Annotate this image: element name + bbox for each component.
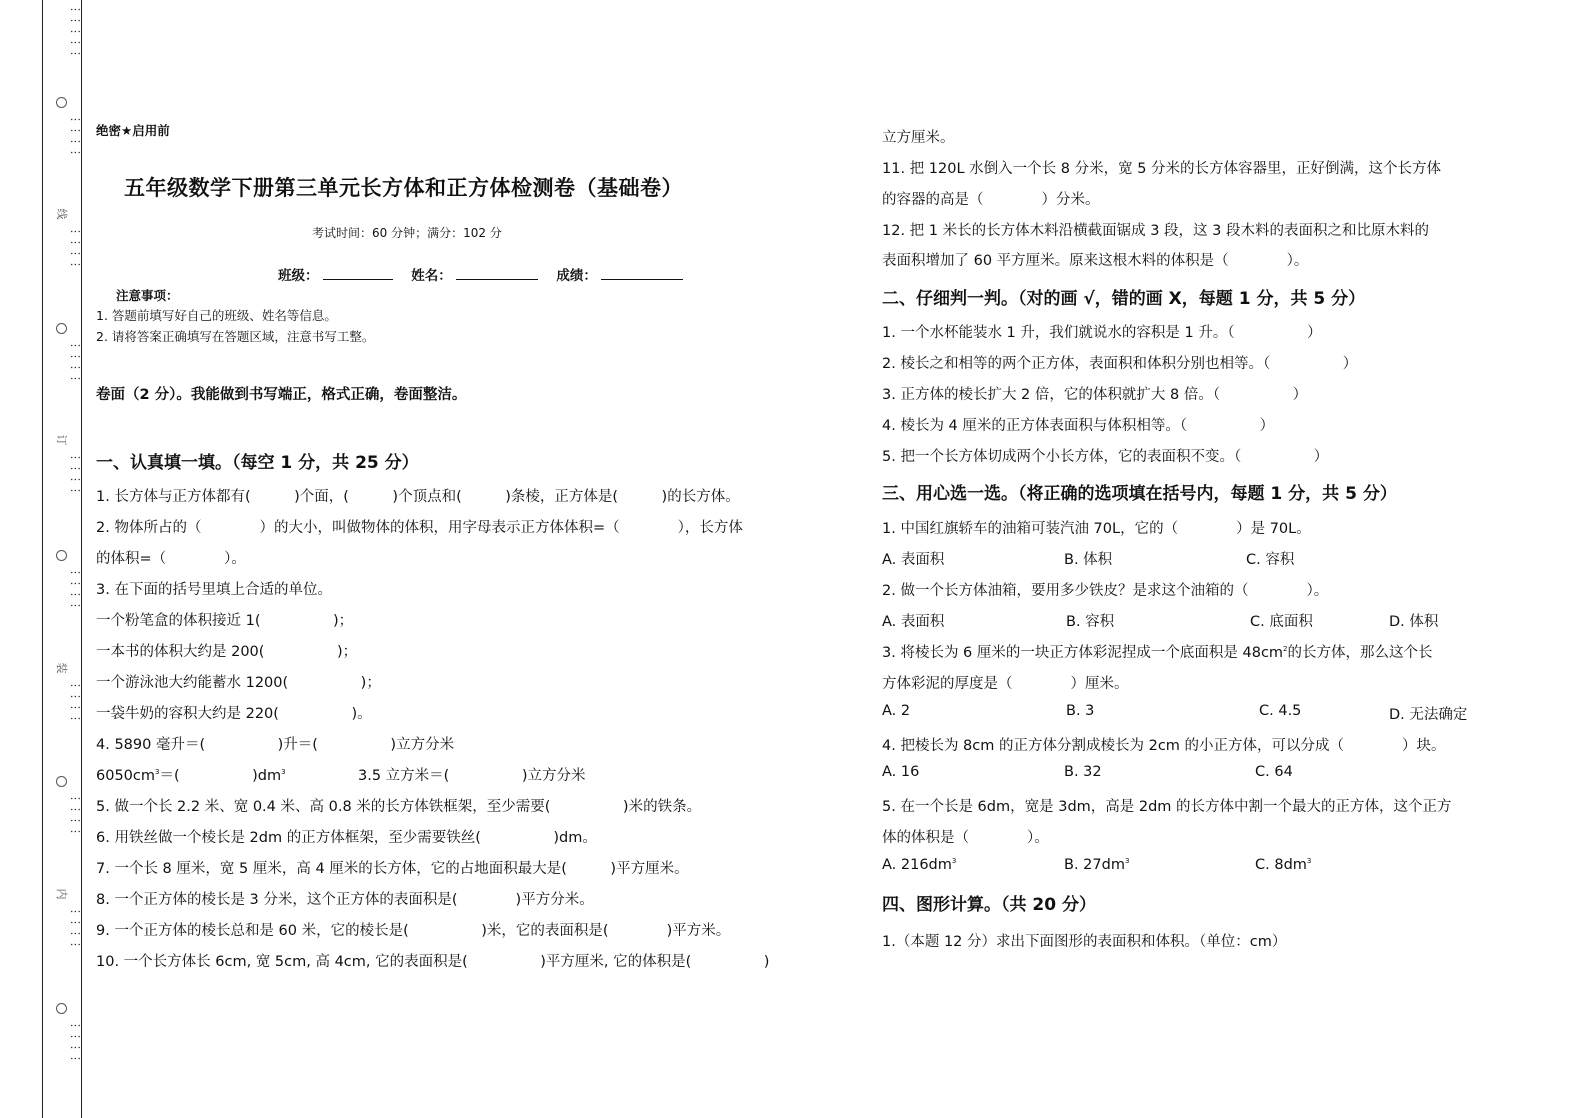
name-field[interactable] [456,265,538,280]
question-line-q4-part2: $6050cm^3=$( )$dm^3$ [96,768,286,784]
binding-dots: ⋮⋮⋮⋮ [69,340,82,384]
question-line: 12. 把 1 米长的长方体木料沿横截面锯成 3 段，这 3 段木料的表面积之和比原木料的 [882,223,1429,239]
binding-mark-ding: 订 [55,434,68,446]
choice-option: C. 容积 [1246,552,1295,568]
choice-option: B. $27dm^3$ [1064,857,1130,873]
binding-mark-xian: 线 [55,208,68,220]
binding-circle-icon [56,323,67,334]
section2-heading: 二、仔细判一判。（对的画 √，错的画 X，每题 1 分，共 5 分） [882,289,1366,309]
question-line: 1. 长方体与正方体都有( )个面，( )个顶点和( )条棱，正方体是( )的长方体。 [96,489,740,505]
choice-option: C. 64 [1255,764,1293,780]
question-line: 9. 一个正方体的棱长总和是 60 米，它的棱长是( )米，它的表面积是( )平方米。 [96,923,731,939]
binding-circle-icon [56,1003,67,1014]
question-line: 的体积=（ ）。 [96,551,246,567]
exam-meta: 考试时间：60 分钟；满分：102 分 [312,226,502,240]
student-info-fields [278,264,697,284]
note-item: 1. 答题前填写好自己的班级、姓名等信息。 [96,308,337,323]
score-field[interactable] [601,265,683,280]
question-line: 7. 一个长 8 厘米，宽 5 厘米，高 4 厘米的长方体，它的占地面积最大是( )平方厘米。 [96,861,689,877]
true-false-item: 1. 一个水杯能装水 1 升，我们就说水的容积是 1 升。（ ） [882,325,1322,341]
binding-dots: ⋮⋮⋮⋮ [69,114,82,158]
choice-question: 4. 把棱长为 8cm 的正方体分割成棱长为 2cm 的小正方体，可以分成（ ）块。 [882,738,1446,754]
binding-dots: ⋮⋮⋮⋮ [69,226,82,270]
score-label: 成绩： [556,268,597,284]
binding-dots: ⋮⋮⋮⋮ [69,680,82,724]
question-line: 11. 把 120L 水倒入一个长 8 分米，宽 5 分米的长方体容器里，正好倒满，这个长方体 [882,161,1442,177]
question-line: 8. 一个正方体的棱长是 3 分米，这个正方体的表面积是( )平方分米。 [96,892,594,908]
section3-heading: 三、用心选一选。（将正确的选项填在括号内，每题 1 分，共 5 分） [882,484,1397,504]
true-false-item: 4. 棱长为 4 厘米的正方体表面积与体积相等。（ ） [882,418,1275,434]
choice-question: 3. 将棱长为 6 厘米的一块正方体彩泥捏成一个底面积是 $48cm^2$的长方体，那么这个长 [882,645,1433,661]
choice-question-cont: 方体彩泥的厚度是（ ）厘米。 [882,676,1129,692]
choice-question: 2. 做一个长方体油箱，要用多少铁皮？是求这个油箱的（ ）。 [882,583,1329,599]
binding-dots: ⋮⋮⋮⋮⋮ [69,4,82,59]
binding-circle-icon [56,550,67,561]
section4-heading: 四、图形计算。（共 20 分） [882,895,1096,915]
question-line: 一个粉笔盒的体积接近 1( )； [96,613,354,629]
question-line: 10. 一个长方体长 6cm, 宽 5cm, 高 4cm, 它的表面积是( )平方厘米, 它的体积是( ) [96,954,770,970]
choice-option: A. 2 [882,703,911,719]
question-line: 4. 5890 毫升＝( )升＝( )立方分米 [96,737,455,753]
question-line-q4-part3: 3.5 立方米＝( )立方分米 [358,768,586,784]
choice-option: B. 32 [1064,764,1102,780]
binding-margin [42,0,82,1118]
question-line: 6. 用铁丝做一个棱长是 2dm 的正方体框架，至少需要铁丝( )dm。 [96,830,597,846]
question-line: 一袋牛奶的容积大约是 220( )。 [96,706,372,722]
choice-option: D. 体积 [1389,614,1439,630]
calculation-item: 1.（本题 12 分）求出下面图形的表面积和体积。（单位：cm） [882,934,1287,950]
class-field[interactable] [323,265,393,280]
page-title: 五年级数学下册第三单元长方体和正方体检测卷（基础卷） [124,176,683,200]
choice-option: B. 3 [1066,703,1095,719]
question-line: 的容器的高是（ ）分米。 [882,192,1100,208]
choice-option: A. 16 [882,764,920,780]
binding-dots: ⋮⋮⋮⋮ [69,906,82,950]
note-item: 2. 请将答案正确填写在答题区域，注意书写工整。 [96,329,375,344]
binding-circle-icon [56,97,67,108]
question-line: 3. 在下面的括号里填上合适的单位。 [96,582,332,598]
class-label: 班级： [278,268,319,284]
question-line: 2. 物体所占的（ ）的大小，叫做物体的体积，用字母表示正方体体积=（ ），长方体 [96,520,743,536]
binding-circle-icon [56,776,67,787]
binding-dots: ⋮⋮⋮⋮ [69,567,82,611]
notes-title: 注意事项： [116,288,179,303]
binding-dots: ⋮⋮⋮⋮ [69,793,82,837]
binding-mark-nei: 内 [55,888,68,900]
choice-option: A. $216dm^3$ [882,857,957,873]
binding-dots: ⋮⋮⋮⋮ [69,452,82,496]
name-label: 姓名： [411,268,452,284]
secret-label: 绝密★启用前 [96,123,170,138]
choice-option: C. 4.5 [1259,703,1302,719]
question-line: 5. 做一个长 2.2 米、宽 0.4 米、高 0.8 米的长方体铁框架，至少需要( )米的铁条。 [96,799,702,815]
binding-mark-zhuang: 装 [55,662,68,674]
choice-question: 1. 中国红旗轿车的油箱可装汽油 70L，它的（ ）是 70L。 [882,521,1311,537]
binding-dots: ⋮⋮⋮⋮ [69,1020,82,1064]
section1-heading: 一、认真填一填。（每空 1 分，共 25 分） [96,453,419,473]
choice-option: D. 无法确定 [1389,707,1468,723]
choice-option: B. 容积 [1066,614,1115,630]
neatness-statement: 卷面（2 分）。我能做到书写端正，格式正确，卷面整洁。 [96,387,467,403]
question-line: 立方厘米。 [882,130,955,146]
choice-question: 5. 在一个长是 6dm，宽是 3dm，高是 2dm 的长方体中割一个最大的正方体，这个正方 [882,799,1452,815]
choice-option: A. 表面积 [882,614,945,630]
true-false-item: 3. 正方体的棱长扩大 2 倍，它的体积就扩大 8 倍。（ ） [882,387,1308,403]
binding-dotted-line [43,0,81,1118]
choice-question-cont: 体的体积是（ ）。 [882,830,1049,846]
choice-option: A. 表面积 [882,552,945,568]
true-false-item: 2. 棱长之和相等的两个正方体，表面积和体积分别也相等。（ ） [882,356,1358,372]
question-line: 一本书的体积大约是 200( )； [96,644,358,660]
choice-option: B. 体积 [1064,552,1113,568]
question-line: 一个游泳池大约能蓄水 1200( )； [96,675,381,691]
true-false-item: 5. 把一个长方体切成两个小长方体，它的表面积不变。（ ） [882,449,1329,465]
question-line: 表面积增加了 60 平方厘米。原来这根木料的体积是（ ）。 [882,253,1309,269]
choice-option: C. 底面积 [1250,614,1313,630]
choice-option: C. $8dm^3$ [1255,857,1312,873]
